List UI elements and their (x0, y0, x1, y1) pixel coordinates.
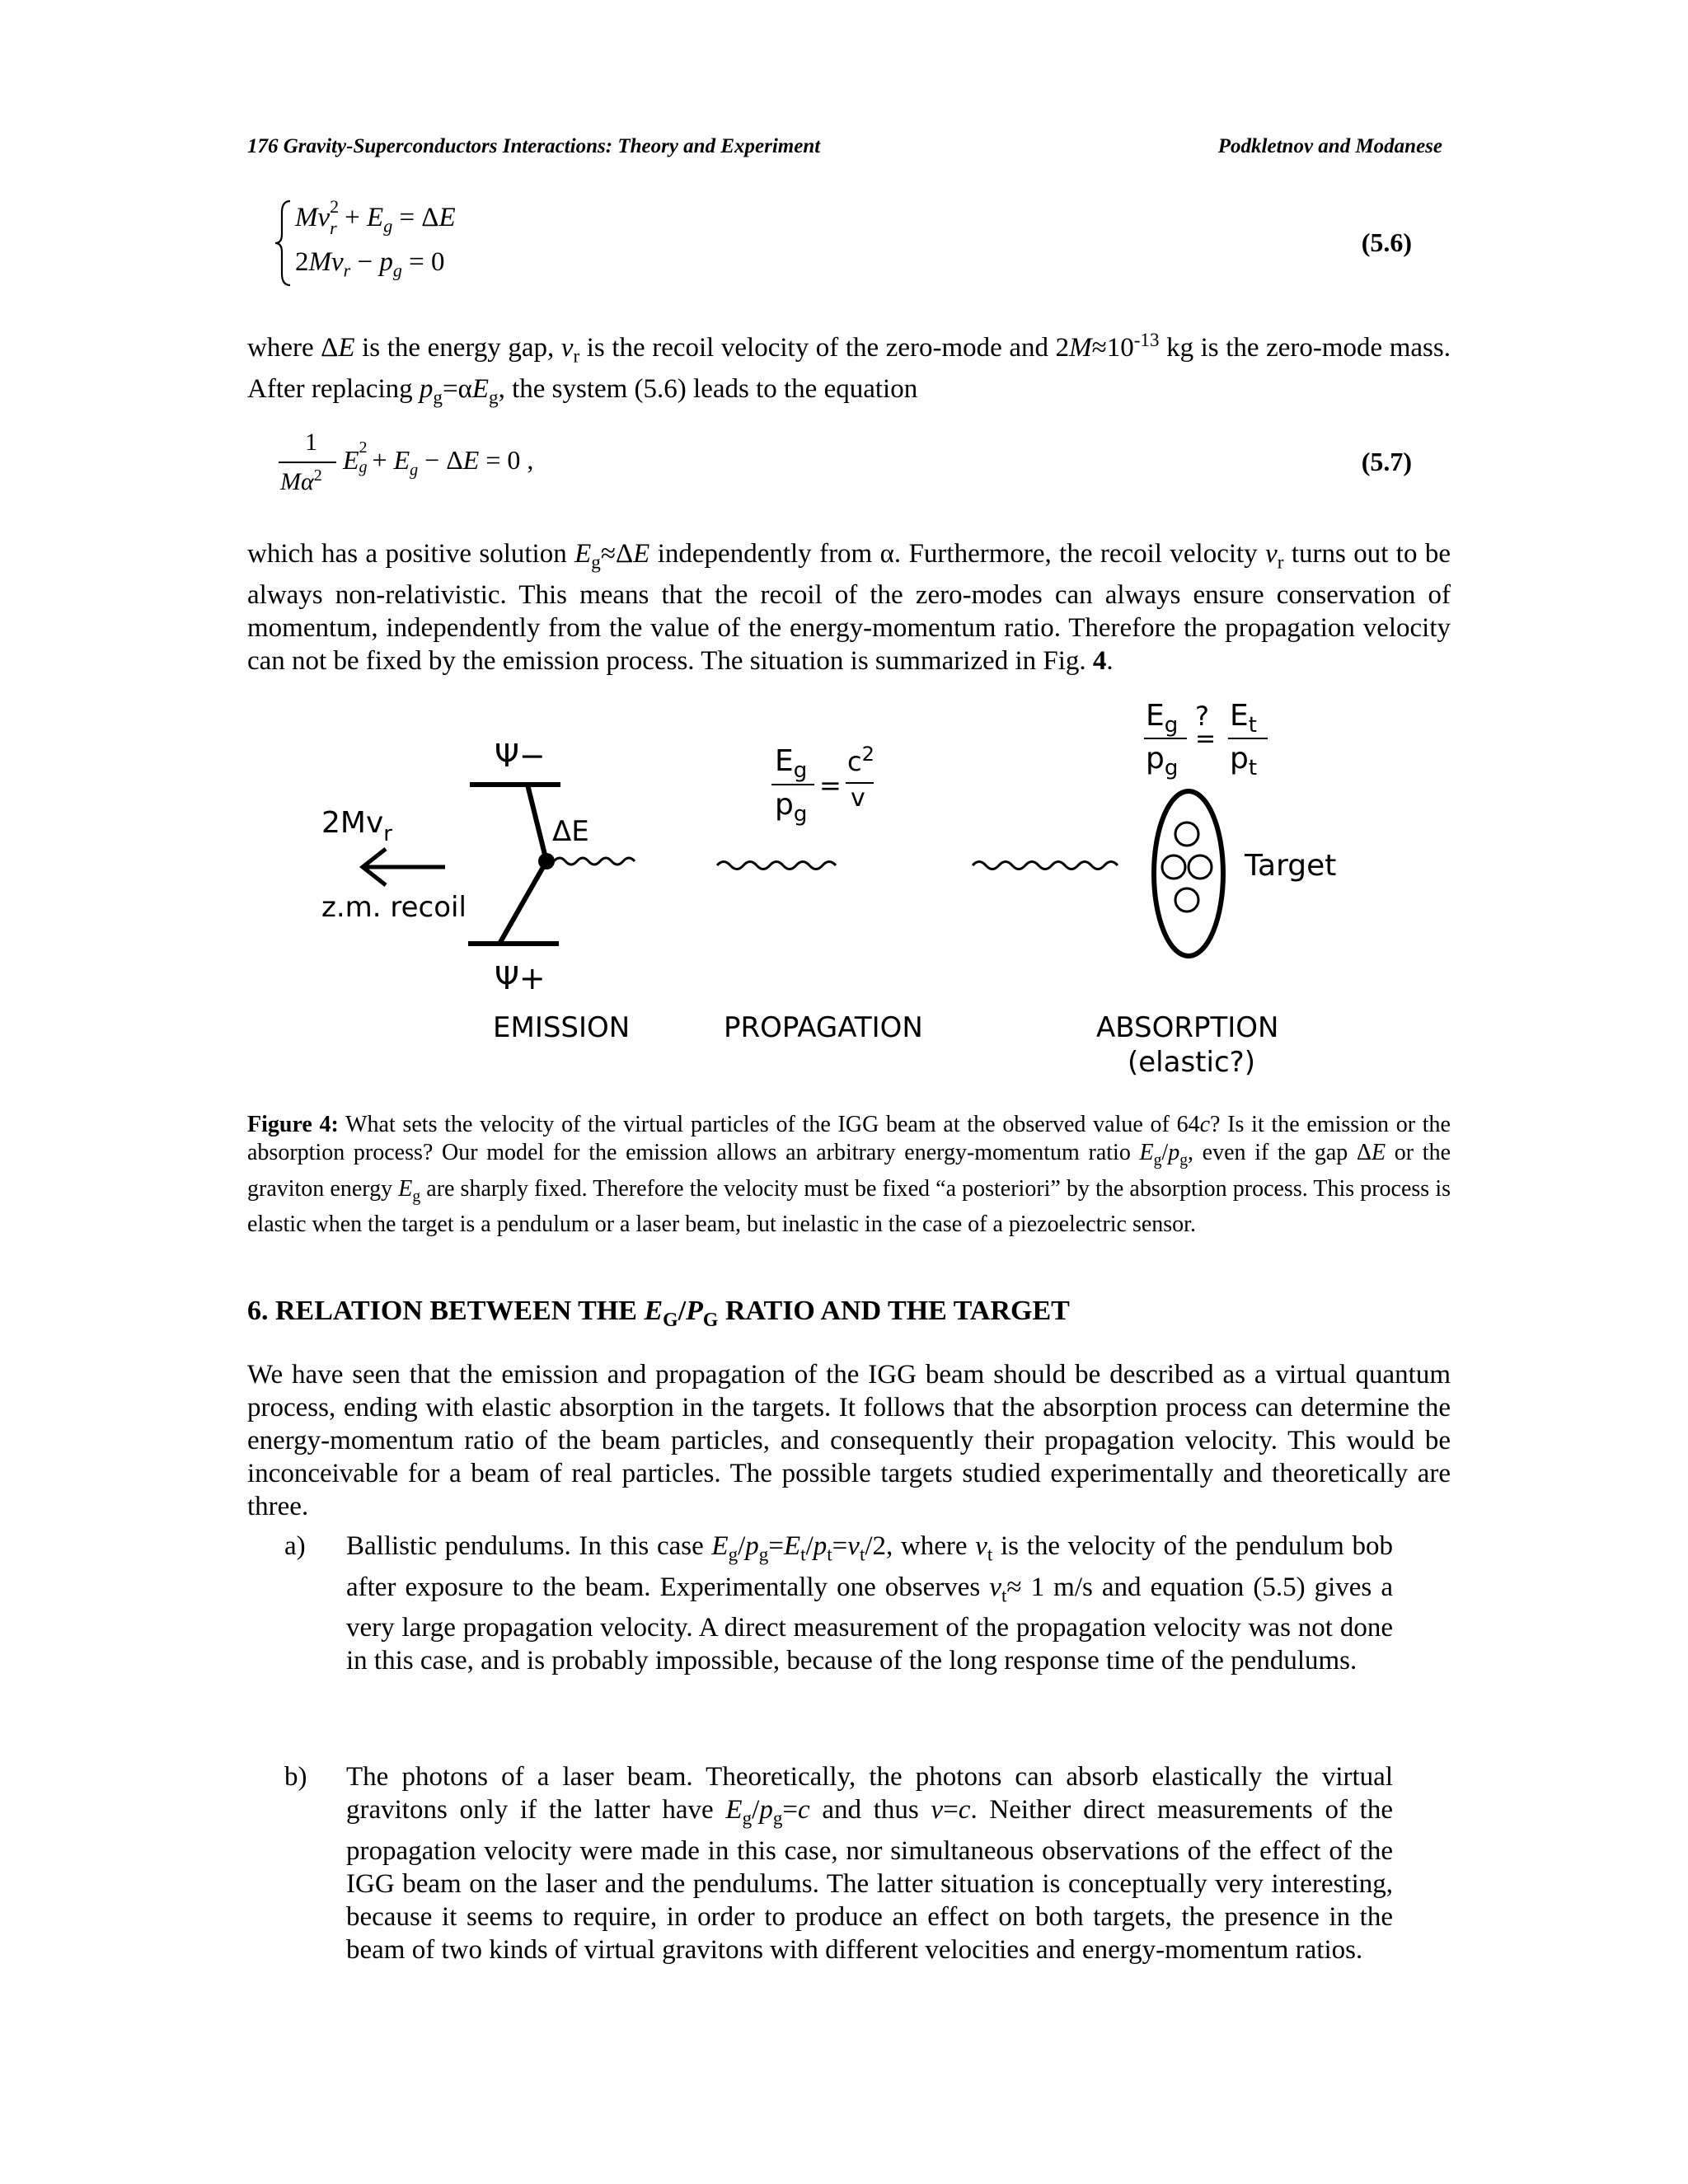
paragraph-1: where ΔE is the energy gap, $v_r$ is the recoil velocity of the zero-mode and $2M\approx 10^{-13}$ kg is the zero-mode mass. After replacing $p_g=\alpha E_g$, the system (5.6) leads to the equation (247, 329, 1451, 408)
upper-leg-line (528, 785, 546, 861)
recoil-text: z.m. recoil (321, 891, 467, 924)
svg-text:pg: $p_g$ (1146, 742, 1179, 780)
header-left: 176 Gravity-Superconductors Interactions: Theory and Experiment (247, 135, 821, 157)
figure-4-diagram (247, 692, 1451, 1104)
svg-text:pt: $p_t$ (1230, 742, 1258, 780)
delta-e-label: ΔE (552, 815, 589, 848)
caption-label: Figure 4: (247, 1112, 339, 1137)
recoil-momentum-label: $2Mv_r$ (321, 806, 392, 846)
svg-text:=: = (1195, 724, 1217, 753)
svg-text:v: v (851, 784, 865, 813)
absorption-ratio (1144, 699, 1268, 780)
equation-5-6-line-2: $2Mv_r - p_g = 0$ (295, 247, 445, 281)
header-right: Podkletnov and Modanese (1217, 135, 1442, 157)
emitted-wave-icon (554, 858, 635, 865)
figure-caption: Figure 4: What sets the velocity of the virtual particles of the IGG beam at the observed value of 64c? Is it the emission or the absorption process? Our model for the emission allows an arbitrary energy-momentum ratio $E_g/p_g$, even if the gap ΔE or the graviton energy $E_g$ are sharply fixed. Therefore the velocity must be fixed “a posteriori” by the absorption process. This process is elastic when the target is a pendulum or a laser beam, but inelastic in the case of a piezoelectric sensor. (247, 1112, 1451, 1238)
list-item-a-text: Ballistic pendulums. In this case $E_g/p_g=E_t/p_t=v_t/2$, where $v_t$ is the velocity of the pendulum bob after exposure to the beam. Experimentally one observes $v_t\approx 1$ m/s and equation (5.5) gives a very large propagation velocity. A direct measurement of the propagation velocity was not done in this case, and is probably impossible, because of the long response time of the pendulums. (346, 1531, 1393, 1676)
figure-4 (247, 692, 1451, 1104)
paragraph-2: which has a positive solution $E_g\approx\Delta E$ independently from α. Furthermore, the recoil velocity $v_r$ turns out to be always non-relativistic. This means that the recoil of the zero-modes can always ensure conservation of momentum, independently from the value of the energy-momentum ratio. Therefore the propagation velocity can not be fixed by the emission process. The situation is summarized in Fig. 4. (247, 539, 1451, 676)
list-marker-b: b) (284, 1762, 307, 1792)
equation-5-6-line-1: Mv 2 r + $E_g = \Delta E$ (295, 196, 456, 238)
svg-text:pg: $p_g$ (775, 788, 808, 827)
list-marker-a: a) (284, 1531, 306, 1561)
equation-number-5-6: (5.6) (1361, 227, 1412, 257)
left-brace (272, 198, 297, 288)
svg-text:=: = (819, 770, 842, 801)
propagation-wave-icon (717, 862, 836, 869)
equation-5-7: 1 $M\alpha^2$ E 2 g + $E_g - \Delta E = 0$ , (280, 429, 534, 495)
paragraph-3: We have seen that the emission and propagation of the IGG beam should be described as a virtual quantum process, ending with elastic absorption in the targets. It follows that the absorption process can determine the energy-momentum ratio of the beam particles, and consequently their propagation velocity. This would be inconceivable for a beam of real particles. The possible targets studied experimentally and theoretically are three. (247, 1360, 1451, 1521)
svg-text:c2: $c^2$ (847, 743, 874, 777)
list-item-b-text: The photons of a laser beam. Theoretically, the photons can absorb elastically the virtual gravitons only if the latter have $E_g/p_g=c$ and thus v=c. Neither direct measurements of the propagation velocity were made in this case, nor simultaneous observations of the effect of the IGG beam on the laser and the pendulums. The latter situation is conceptually very interesting, because it seems to require, in order to produce an effect on both targets, the presence in the beam of two kinds of virtual gravitons with different velocities and energy-momentum ratios. (346, 1762, 1393, 1965)
propagation-ratio (771, 743, 874, 827)
svg-text:Et: $E_t$ (1230, 699, 1257, 738)
equation-number-5-7: (5.7) (1361, 447, 1412, 476)
psi-minus-label: Ψ− (495, 738, 546, 774)
emission-label: EMISSION (493, 1011, 631, 1044)
target-icon (1154, 791, 1223, 956)
absorption-sub-label: (elastic?) (1128, 1046, 1255, 1079)
svg-text:?: ? (1195, 701, 1209, 732)
target-label: Target (1245, 849, 1337, 883)
equation-5-6 (272, 198, 519, 288)
propagation-label: PROPAGATION (724, 1011, 923, 1044)
psi-plus-label: Ψ+ (495, 960, 546, 996)
svg-text:Eg: $E_g$ (775, 744, 808, 783)
lower-leg-line (499, 861, 546, 944)
section-heading: 6. RELATION BETWEEN THE $E_G/P_G$ RATIO AND THE TARGET (247, 1296, 1070, 1331)
svg-text:Eg: $E_g$ (1146, 699, 1179, 738)
recoil-arrow-icon (363, 849, 445, 885)
absorption-label: ABSORPTION (1096, 1011, 1279, 1044)
absorbed-wave-icon (973, 862, 1118, 869)
emission-vertex-icon (538, 853, 555, 869)
